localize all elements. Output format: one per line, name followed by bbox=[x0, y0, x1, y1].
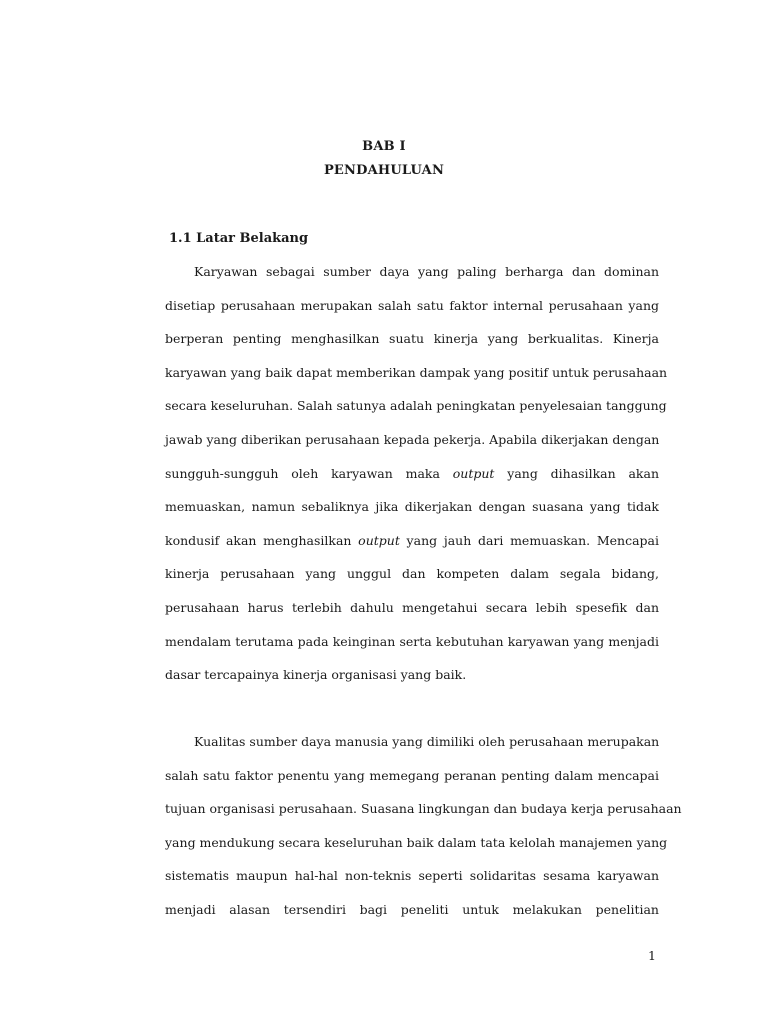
text-line: menjadi alasan tersendiri bagi peneliti untuk melakukan penelitian bbox=[165, 902, 659, 917]
text-line: disetiap perusahaan merupakan salah satu faktor internal perusahaan yang bbox=[165, 297, 659, 313]
text-line: karyawan yang baik dapat memberikan dampak yang positif untuk perusahaan bbox=[165, 364, 668, 380]
italic-term: output bbox=[358, 532, 400, 548]
text-line: mendalam terutama pada keinginan serta kebutuhan karyawan yang menjadi bbox=[165, 633, 659, 649]
italic-term: output bbox=[452, 465, 495, 481]
text-line: Kualitas sumber daya manusia yang dimiliki oleh perusahaan merupakan bbox=[194, 734, 660, 749]
text-line: perusahaan harus terlebih dahulu mengetahui secara lebih spesefik dan bbox=[165, 600, 659, 615]
text-line: yang mendukung secara keseluruhan baik dalam tata kelolah manajemen yang bbox=[165, 834, 668, 850]
text-line: secara keseluruhan. Salah satunya adalah peningkatan penyelesaian tanggung bbox=[165, 398, 667, 414]
text-line: kondusif akan menghasilkan output yang jauh dari memuaskan. Mencapai bbox=[165, 532, 659, 548]
text-line: sungguh-sungguh oleh karyawan maka output yang dihasilkan akan bbox=[165, 465, 659, 481]
section-title: 1.1 Latar Belakang bbox=[169, 231, 309, 246]
text-line: berperan penting menghasilkan suatu kinerja yang berkualitas. Kinerja bbox=[165, 331, 659, 347]
text-line: tujuan organisasi perusahaan. Suasana lingkungan dan budaya kerja perusahaan bbox=[165, 801, 682, 817]
text-line: kinerja perusahaan yang unggul dan kompeten dalam segala bidang, bbox=[165, 566, 659, 582]
page-number: 1 bbox=[648, 948, 656, 963]
chapter-subtitle: PENDAHULUAN bbox=[323, 163, 445, 178]
text-line: Karyawan sebagai sumber daya yang paling berharga dan dominan bbox=[194, 264, 659, 279]
text-line: jawab yang diberikan perusahaan kepada pekerja. Apabila dikerjakan dengan bbox=[165, 432, 660, 447]
text-line: memuaskan, namun sebaliknya jika dikerjakan dengan suasana yang tidak bbox=[165, 499, 659, 515]
text-line: sistematis maupun hal-hal non-teknis seperti solidaritas sesama karyawan bbox=[165, 868, 659, 884]
chapter-title: BAB I bbox=[362, 139, 406, 154]
text-line: salah satu faktor penentu yang memegang peranan penting dalam mencapai bbox=[165, 767, 659, 783]
text-line: dasar tercapainya kinerja organisasi yang baik. bbox=[165, 667, 467, 683]
